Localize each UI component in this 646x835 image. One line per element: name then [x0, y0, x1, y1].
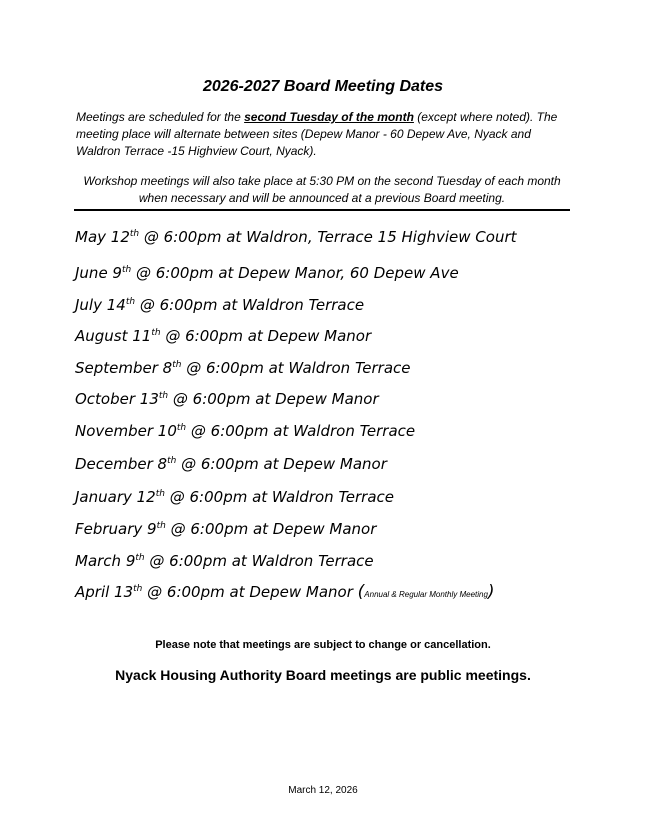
ordinal-suffix: th — [155, 489, 165, 499]
meeting-details: @ 6:00pm at Depew Manor — [168, 390, 379, 408]
ordinal-suffix: th — [167, 456, 177, 466]
meeting-details: @ 6:00pm at Waldron Terrace — [144, 552, 374, 570]
meeting-item — [75, 583, 615, 604]
meeting-details: @ 6:00pm at Depew Manor — [165, 520, 377, 538]
ordinal-suffix: th — [151, 328, 161, 338]
meeting-item — [75, 390, 615, 408]
meeting-item — [75, 359, 615, 377]
ordinal-suffix: th — [125, 297, 136, 307]
note-paren-open: ( — [357, 582, 365, 602]
meeting-date: August 11 — [75, 327, 152, 345]
meeting-details: @ 6:00pm at Waldron Terrace — [164, 488, 394, 506]
meeting-details: @ 6:00pm at Depew Manor — [160, 327, 372, 345]
meeting-date: February 9 — [75, 520, 157, 538]
meeting-date: March 9 — [75, 552, 136, 570]
meeting-date: April 13 — [75, 583, 134, 601]
note-paren-close: ) — [487, 582, 495, 602]
page-title: 2026-2027 Board Meeting Dates — [202, 78, 444, 95]
meeting-item — [75, 228, 615, 246]
meeting-details: @ 6:00pm at Waldron Terrace — [186, 422, 416, 440]
meeting-date: May 12 — [75, 228, 130, 246]
intro-text-end: (except where noted). The meeting place will alternate between sites (Depew Manor - 60 Depew Ave, Nyack and Waldron Terrace -15 Highview Court, Nyack). — [76, 110, 558, 158]
meeting-item — [75, 296, 615, 314]
meeting-date: September 8 — [75, 359, 173, 377]
meeting-date: June 9 — [75, 264, 122, 282]
ordinal-suffix: th — [176, 423, 187, 433]
meeting-date: December 8 — [75, 455, 168, 473]
ordinal-suffix: th — [158, 391, 169, 401]
meeting-date: November 10 — [75, 422, 177, 440]
meeting-item — [75, 552, 615, 570]
meeting-date: July 14 — [75, 296, 126, 314]
intro-text-start: Meetings are scheduled for the — [76, 110, 245, 124]
ordinal-suffix: th — [129, 229, 140, 239]
meeting-details: @ 6:00pm at Waldron, Terrace 15 Highview Court — [139, 228, 517, 246]
public-meetings-notice: Nyack Housing Authority Board meetings are public meetings. — [115, 667, 531, 683]
meeting-details: @ 6:00pm at Depew Manor — [142, 583, 358, 601]
meeting-item — [75, 422, 615, 440]
ordinal-suffix: th — [135, 553, 145, 563]
workshop-note: Workshop meetings will also take place at 5:30 PM on the second Tuesday of each month when necessary and will be announced at a previous Board meeting. — [74, 173, 570, 211]
ordinal-suffix: th — [172, 360, 182, 370]
meeting-item — [75, 264, 615, 282]
meeting-item — [75, 327, 615, 345]
meeting-details: @ 6:00pm at Depew Manor — [176, 455, 387, 473]
meeting-details: @ 6:00pm at Depew Manor, 60 Depew Ave — [131, 264, 459, 282]
document-date: March 12, 2026 — [288, 785, 358, 796]
intro-emphasis: second Tuesday of the month — [244, 110, 414, 124]
ordinal-suffix: th — [133, 584, 143, 594]
meeting-item — [75, 455, 615, 473]
meeting-details: @ 6:00pm at Waldron Terrace — [181, 359, 411, 377]
meeting-date: January 12 — [75, 488, 156, 506]
meeting-item — [75, 520, 615, 538]
meeting-details: @ 6:00pm at Waldron Terrace — [135, 296, 365, 314]
meeting-schedule-intro — [76, 109, 576, 160]
meeting-item — [75, 488, 615, 506]
meeting-date: October 13 — [75, 390, 159, 408]
change-notice: Please note that meetings are subject to change or cancellation. — [155, 639, 491, 651]
ordinal-suffix: th — [156, 521, 166, 531]
meeting-type-note: Annual & Regular Monthly Meeting — [364, 590, 488, 599]
ordinal-suffix: th — [121, 265, 132, 275]
